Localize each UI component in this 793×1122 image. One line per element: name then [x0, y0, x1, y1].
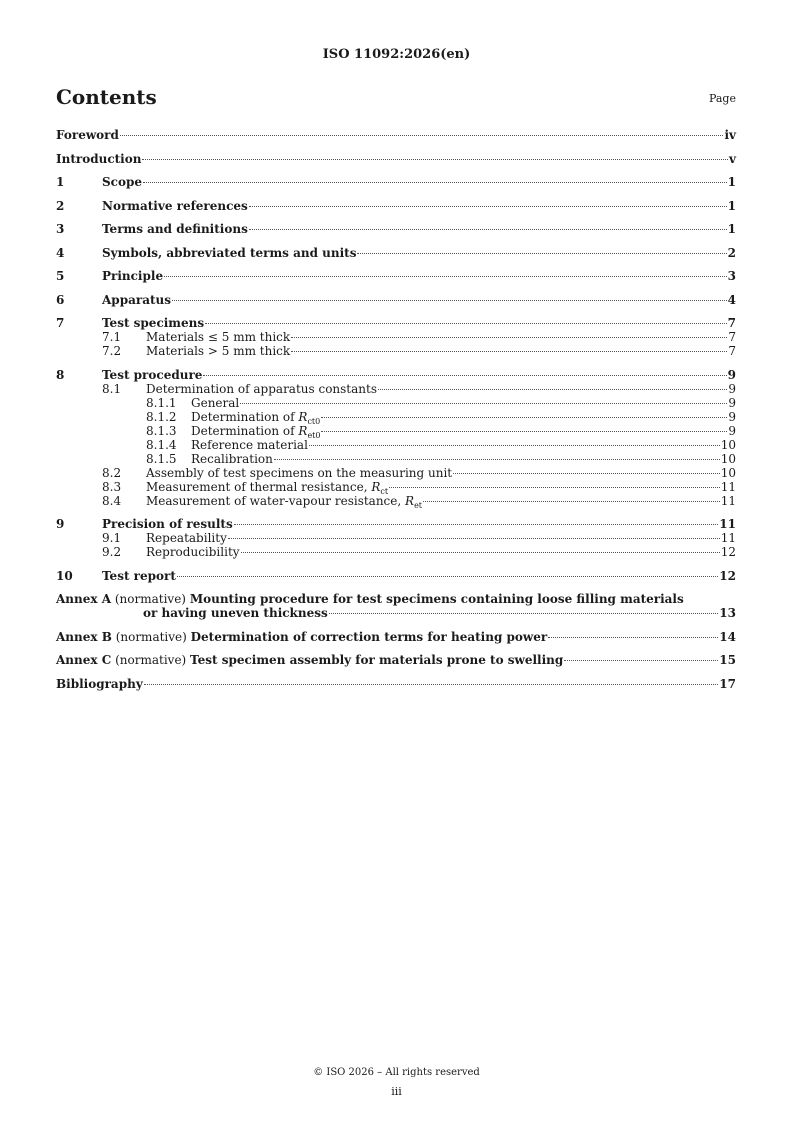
toc-title: Recalibration: [191, 451, 273, 466]
toc-entry-8-1-3[interactable]: [56, 424, 736, 438]
page-column-label: Page: [708, 92, 736, 105]
annex-title: Test specimen assembly for materials prone to swelling: [190, 653, 564, 667]
toc-page: 10: [720, 465, 736, 480]
toc-number: 8.3: [102, 479, 122, 494]
toc-title: Introduction: [56, 151, 142, 166]
toc-page: 9: [727, 367, 736, 382]
toc-entry-foreword[interactable]: [56, 128, 736, 142]
toc-page: 9: [728, 381, 736, 396]
toc-title: Test report: [102, 568, 176, 583]
toc-number: 3: [56, 222, 65, 236]
toc-title: Terms and definitions: [102, 222, 248, 236]
toc-number: 4: [56, 245, 65, 260]
toc-title: [146, 480, 388, 494]
toc-title: Materials ≤ 5 mm thick: [146, 330, 291, 344]
toc-entry-7-2[interactable]: [56, 344, 736, 358]
toc-title: Test specimens: [102, 316, 205, 330]
toc-title: Apparatus: [102, 292, 171, 307]
toc-entry-8-1-2[interactable]: [56, 410, 736, 424]
annex-title: Determination of correction terms for heating power: [190, 629, 548, 644]
toc-title: General: [191, 395, 240, 410]
toc-title: [56, 630, 547, 644]
leader-dots: [164, 276, 727, 277]
toc-number: 10: [56, 568, 73, 583]
toc-page: 7: [728, 330, 736, 344]
toc-entry-8-4[interactable]: [56, 494, 736, 508]
toc-page: 10: [720, 437, 736, 452]
toc-title: Normative references: [102, 198, 248, 213]
toc-title: Foreword: [56, 128, 119, 142]
annex-label: Annex A: [56, 592, 112, 606]
symbol: R: [405, 493, 415, 508]
toc-number: 8: [56, 367, 65, 382]
toc-page: 9: [728, 409, 736, 424]
toc-page: 13: [719, 606, 736, 620]
leader-dots: [274, 459, 720, 460]
symbol: R: [298, 423, 308, 438]
annex-type: (normative): [111, 629, 191, 644]
toc-title-text: Measurement of water-vapour resistance,: [146, 493, 406, 508]
toc-entry-7-1[interactable]: [56, 330, 736, 344]
toc-page: 1: [727, 222, 736, 236]
footer-page-number: iii: [391, 1085, 402, 1098]
toc-number: 9: [56, 517, 65, 531]
annex-type: (normative): [111, 653, 191, 667]
leader-dots: [172, 300, 727, 301]
toc-entry-2[interactable]: [56, 199, 736, 213]
leader-dots: [241, 552, 720, 553]
toc-title: Symbols, abbreviated terms and units: [102, 245, 357, 260]
leader-dots: [205, 323, 727, 324]
toc-page: v: [729, 151, 736, 166]
leader-dots: [564, 660, 718, 661]
toc-entry-8-1-4[interactable]: [56, 438, 736, 452]
toc-number: 8.1.3: [146, 423, 177, 438]
toc-page: 2: [727, 245, 736, 260]
toc-entry-8-2[interactable]: [56, 466, 736, 480]
symbol-subscript: ct: [380, 486, 389, 496]
toc-title: [191, 410, 320, 424]
toc-page: 14: [719, 629, 736, 644]
symbol-subscript: et0: [307, 430, 321, 440]
toc-entry-8-1-5[interactable]: [56, 452, 736, 466]
toc-title: Reproducibility: [146, 545, 240, 559]
toc-entry-9-2[interactable]: [56, 545, 736, 559]
toc-title: [146, 494, 422, 508]
toc-page: 7: [728, 344, 736, 358]
toc-number: 8.1: [102, 381, 122, 396]
leader-dots: [142, 159, 728, 160]
toc-number: 2: [56, 198, 65, 213]
toc-number: 7: [56, 316, 65, 330]
toc-page: 10: [720, 451, 736, 466]
toc-entry-annex-a[interactable]: [56, 592, 736, 620]
page-title: Contents: [56, 85, 157, 109]
table-of-contents: [56, 128, 736, 691]
toc-page: 11: [720, 493, 736, 508]
toc-page: 11: [719, 517, 736, 531]
symbol-subscript: et: [414, 500, 423, 510]
leader-dots: [309, 445, 720, 446]
toc-number: 5: [56, 269, 65, 283]
toc-title: Precision of results: [102, 517, 233, 531]
leader-dots: [378, 389, 727, 390]
toc-entry-4[interactable]: [56, 246, 736, 260]
leader-dots: [291, 337, 727, 338]
toc-page: 12: [719, 568, 736, 583]
toc-title: Test procedure: [102, 367, 203, 382]
leader-dots: [329, 613, 719, 614]
toc-entry-8[interactable]: [56, 368, 736, 382]
toc-page: 11: [720, 531, 736, 545]
toc-entry-10[interactable]: [56, 569, 736, 583]
toc-title: Bibliography: [56, 676, 143, 691]
toc-entry-annex-b[interactable]: [56, 630, 736, 644]
footer-copyright: © ISO 2026 – All rights reserved: [313, 1067, 480, 1078]
leader-dots: [249, 206, 727, 207]
annex-label: Annex B: [56, 629, 112, 644]
leader-dots: [203, 375, 726, 376]
annex-type: (normative): [111, 592, 190, 606]
annex-title-line1: Mounting procedure for test specimens containing loose filling materials: [189, 592, 684, 606]
toc-number: 8.2: [102, 465, 122, 480]
toc-number: 6: [56, 292, 65, 307]
toc-page: 9: [728, 395, 736, 410]
toc-entry-1[interactable]: [56, 175, 736, 189]
leader-dots: [291, 351, 727, 352]
symbol: R: [371, 479, 381, 494]
toc-entry-9[interactable]: [56, 517, 736, 531]
toc-page: iv: [724, 128, 736, 142]
leader-dots: [453, 473, 720, 474]
toc-page: 4: [727, 292, 736, 307]
symbol-subscript: ct0: [307, 416, 321, 426]
toc-entry-8-1-1[interactable]: [56, 396, 736, 410]
toc-title: Principle: [102, 269, 164, 283]
toc-page: 3: [727, 269, 736, 283]
toc-title: Materials > 5 mm thick: [146, 344, 291, 358]
toc-title: [191, 424, 320, 438]
toc-number: 9.1: [102, 531, 122, 545]
leader-dots: [144, 684, 719, 685]
leader-dots: [357, 253, 726, 254]
toc-number: 8.1.4: [146, 437, 177, 452]
toc-entry-9-1[interactable]: [56, 531, 736, 545]
toc-entry-annex-c[interactable]: [56, 653, 736, 667]
toc-title: Repeatability: [146, 531, 227, 545]
toc-title: Determination of apparatus constants: [146, 381, 377, 396]
annex-label: Annex C: [56, 653, 112, 667]
leader-dots: [548, 637, 718, 638]
toc-page: 1: [727, 175, 736, 189]
toc-number: 7.2: [102, 344, 122, 358]
toc-entry-3[interactable]: [56, 222, 736, 236]
toc-page: 15: [719, 653, 736, 667]
toc-page: 7: [727, 316, 736, 330]
toc-number: 8.1.1: [146, 395, 177, 410]
toc-entry-7[interactable]: [56, 316, 736, 330]
toc-page: 11: [720, 479, 736, 494]
toc-entry-8-3[interactable]: [56, 480, 736, 494]
document-id: ISO 11092:2026(en): [322, 47, 471, 62]
toc-title-text: Determination of: [191, 423, 299, 438]
annex-title-line2: or having uneven thickness: [143, 606, 328, 620]
toc-number: 1: [56, 175, 65, 189]
toc-page: 17: [719, 676, 736, 691]
toc-page: 1: [727, 198, 736, 213]
toc-number: 8.4: [102, 493, 122, 508]
toc-entry-bibliography[interactable]: [56, 677, 736, 691]
toc-title: Reference material: [191, 437, 308, 452]
toc-number: 8.1.5: [146, 451, 177, 466]
toc-entry-5[interactable]: [56, 269, 736, 283]
leader-dots: [143, 182, 727, 183]
toc-number: 9.2: [102, 545, 122, 559]
leader-dots: [321, 431, 727, 432]
toc-title: Assembly of test specimens on the measuring unit: [146, 465, 453, 480]
leader-dots: [423, 501, 720, 502]
leader-dots: [234, 524, 719, 525]
leader-dots: [228, 538, 720, 539]
toc-entry-6[interactable]: [56, 293, 736, 307]
toc-entry-introduction[interactable]: [56, 152, 736, 166]
toc-entry-8-1[interactable]: [56, 382, 736, 396]
toc-title: Scope: [102, 175, 143, 189]
toc-title-text: Measurement of thermal resistance,: [146, 479, 372, 494]
symbol: R: [298, 409, 308, 424]
toc-title: [56, 653, 563, 667]
toc-title-text: Determination of: [191, 409, 299, 424]
leader-dots: [249, 229, 727, 230]
toc-page: 9: [728, 423, 736, 438]
leader-dots: [389, 487, 720, 488]
toc-page: 12: [720, 545, 736, 559]
toc-number: 7.1: [102, 330, 122, 344]
leader-dots: [321, 417, 727, 418]
leader-dots: [120, 135, 724, 136]
leader-dots: [240, 403, 727, 404]
toc-number: 8.1.2: [146, 409, 177, 424]
leader-dots: [177, 576, 718, 577]
